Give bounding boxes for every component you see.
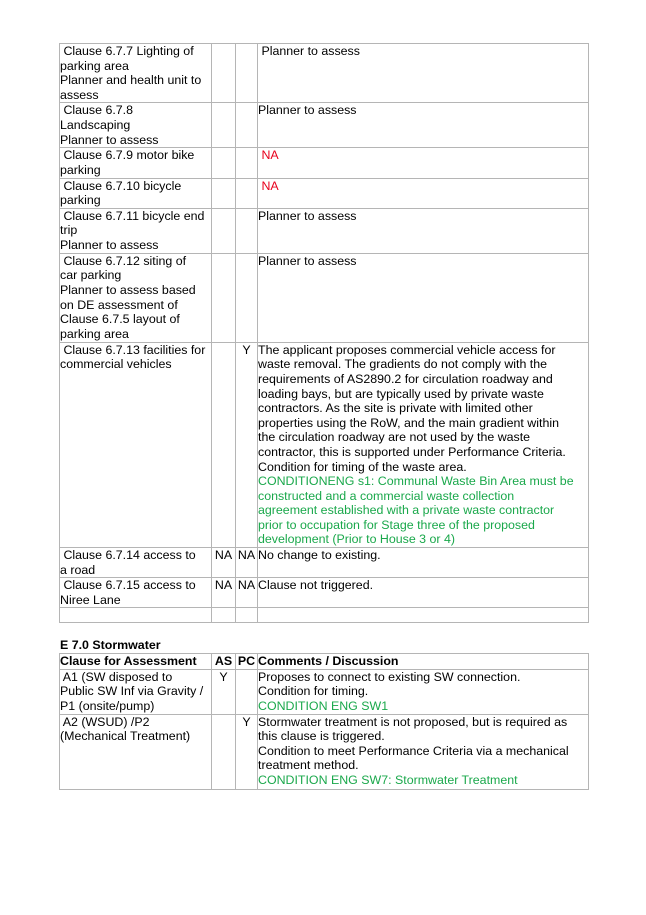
as-cell: NA	[212, 548, 236, 578]
clause-line: Clause 6.7.14 access to	[60, 548, 196, 563]
comment-line: properties using the RoW, and the main gradient within	[258, 415, 559, 430]
comment-line: the circulation roadway are not used by the waste	[258, 430, 531, 445]
empty-cell	[236, 608, 258, 623]
clause-line: on DE assessment of	[60, 297, 178, 312]
empty-cell	[258, 608, 589, 623]
comment-cell	[258, 44, 589, 103]
comment-line: contractor, this is supported under Performance Criteria.	[258, 444, 566, 459]
section-title: E 7.0 Stormwater	[60, 638, 161, 652]
table-header-row	[60, 654, 589, 670]
clause-line: Clause 6.7.15 access to	[60, 578, 196, 593]
comment-line: Condition to meet Performance Criteria via a mechanical	[258, 743, 569, 758]
table-row	[60, 578, 589, 608]
clause-cell	[60, 669, 212, 714]
table-row	[60, 148, 589, 178]
header-clause: Clause for Assessment	[60, 654, 212, 670]
table-row	[60, 103, 589, 148]
comment-line: this clause is triggered.	[258, 729, 385, 744]
condition-text: CONDITION ENG SW7: Stormwater Treatment	[258, 772, 518, 787]
table-row	[60, 208, 589, 253]
clause-line: Clause 6.7.9 motor bike	[60, 148, 195, 163]
clause-cell	[60, 253, 212, 342]
pc-cell	[236, 178, 258, 208]
comment-line: Condition for timing.	[258, 684, 369, 699]
comment-cell	[258, 178, 589, 208]
clause-line: Planner to assess	[60, 132, 159, 147]
table-row	[60, 548, 589, 578]
clause-line: Planner to assess	[60, 237, 159, 252]
comment-line: Planner to assess	[258, 103, 357, 118]
as-cell	[212, 148, 236, 178]
pc-cell: Y	[236, 342, 258, 547]
pc-cell	[236, 208, 258, 253]
comment-line: waste removal. The gradients do not comply with the	[258, 357, 548, 372]
comment-line: Stormwater treatment is not proposed, but is required as	[258, 714, 568, 729]
clause-line: parking	[60, 162, 101, 177]
stormwater-assessment-table	[59, 653, 589, 790]
as-cell: Y	[212, 669, 236, 714]
empty-row	[60, 608, 589, 623]
comment-cell	[258, 342, 589, 547]
clause-line: Clause 6.7.11 bicycle end	[60, 208, 205, 223]
table-row	[60, 178, 589, 208]
as-cell	[212, 208, 236, 253]
clause-line: A2 (WSUD) /P2	[60, 714, 150, 729]
condition-text: CONDITIONENG s1: Communal Waste Bin Area must be	[258, 474, 574, 489]
comment-cell	[258, 148, 589, 178]
clause-cell	[60, 44, 212, 103]
clause-line: Clause 6.7.12 siting of	[60, 253, 187, 268]
clause-line: Clause 6.7.7 Lighting of	[60, 44, 194, 58]
comment-line: contractors. As the site is private with limited other	[258, 401, 533, 416]
clause-line: Public SW Inf via Gravity /	[60, 684, 204, 699]
as-cell: NA	[212, 578, 236, 608]
table-row	[60, 669, 589, 714]
comment-line: treatment method.	[258, 758, 359, 773]
as-cell	[212, 253, 236, 342]
as-cell	[212, 342, 236, 547]
comment-line: Planner to assess	[258, 44, 360, 58]
clause-line: commercial vehicles	[60, 357, 172, 372]
pc-cell	[236, 103, 258, 148]
clause-line: car parking	[60, 268, 122, 283]
comment-line: The applicant proposes commercial vehicle access for	[258, 342, 556, 357]
clause-line: parking	[60, 193, 101, 208]
clause-line: (Mechanical Treatment)	[60, 729, 191, 744]
comment-line: Proposes to connect to existing SW connection.	[258, 669, 521, 684]
clause-line: assess	[60, 87, 99, 102]
as-cell	[212, 103, 236, 148]
empty-cell	[60, 608, 212, 623]
comment-cell	[258, 578, 589, 608]
comment-cell	[258, 208, 589, 253]
clause-cell	[60, 714, 212, 789]
clause-cell	[60, 208, 212, 253]
table-row	[60, 714, 589, 789]
engineering-assessment-table	[59, 43, 589, 623]
clause-line: P1 (onsite/pump)	[60, 698, 155, 713]
condition-text: agreement established with a private waste contractor	[258, 503, 555, 518]
na-text: NA	[258, 178, 279, 193]
clause-cell	[60, 578, 212, 608]
header-comments: Comments / Discussion	[258, 654, 589, 670]
clause-cell	[60, 148, 212, 178]
empty-cell	[212, 608, 236, 623]
header-pc: PC	[236, 654, 258, 670]
pc-cell: Y	[236, 714, 258, 789]
clause-line: trip	[60, 223, 78, 238]
clause-line: Clause 6.7.5 layout of	[60, 312, 180, 327]
pc-cell	[236, 669, 258, 714]
clause-line: Planner to assess based	[60, 282, 196, 297]
as-cell	[212, 178, 236, 208]
pc-cell	[236, 44, 258, 103]
comment-line: Planner to assess	[258, 253, 357, 268]
clause-line: parking area	[60, 326, 129, 341]
clause-line: Planner and health unit to	[60, 73, 202, 88]
as-cell	[212, 44, 236, 103]
comment-line: No change to existing.	[258, 548, 381, 563]
table-row	[60, 253, 589, 342]
comment-cell	[258, 548, 589, 578]
table-row	[60, 342, 589, 547]
pc-cell	[236, 253, 258, 342]
clause-line: Niree Lane	[60, 592, 121, 607]
table-row	[60, 44, 589, 103]
clause-line: A1 (SW disposed to	[60, 669, 173, 684]
comment-cell	[258, 714, 589, 789]
comment-cell	[258, 103, 589, 148]
condition-text: prior to occupation for Stage three of the proposed	[258, 517, 535, 532]
clause-line: Clause 6.7.10 bicycle	[60, 178, 182, 193]
condition-text: constructed and a commercial waste collection	[258, 488, 515, 503]
clause-line: Clause 6.7.8	[60, 103, 134, 118]
clause-cell	[60, 548, 212, 578]
na-text: NA	[258, 148, 279, 163]
clause-line: parking area	[60, 58, 129, 73]
comment-cell	[258, 253, 589, 342]
clause-line: Clause 6.7.13 facilities for	[60, 342, 206, 357]
pc-cell: NA	[236, 548, 258, 578]
as-cell	[212, 714, 236, 789]
pc-cell	[236, 148, 258, 178]
clause-line: Landscaping	[60, 117, 131, 132]
clause-line: a road	[60, 562, 96, 577]
comment-line: loading bays, but are typically used by private waste	[258, 386, 544, 401]
comment-cell	[258, 669, 589, 714]
comment-line: Clause not triggered.	[258, 578, 374, 593]
condition-text: CONDITION ENG SW1	[258, 698, 389, 713]
comment-line: Condition for timing of the waste area.	[258, 459, 467, 474]
clause-cell	[60, 342, 212, 547]
comment-line: Planner to assess	[258, 208, 357, 223]
condition-text: development (Prior to House 3 or 4)	[258, 532, 455, 547]
header-as: AS	[212, 654, 236, 670]
clause-cell	[60, 178, 212, 208]
comment-line: requirements of AS2890.2 for circulation roadway and	[258, 371, 553, 386]
pc-cell: NA	[236, 578, 258, 608]
clause-cell	[60, 103, 212, 148]
